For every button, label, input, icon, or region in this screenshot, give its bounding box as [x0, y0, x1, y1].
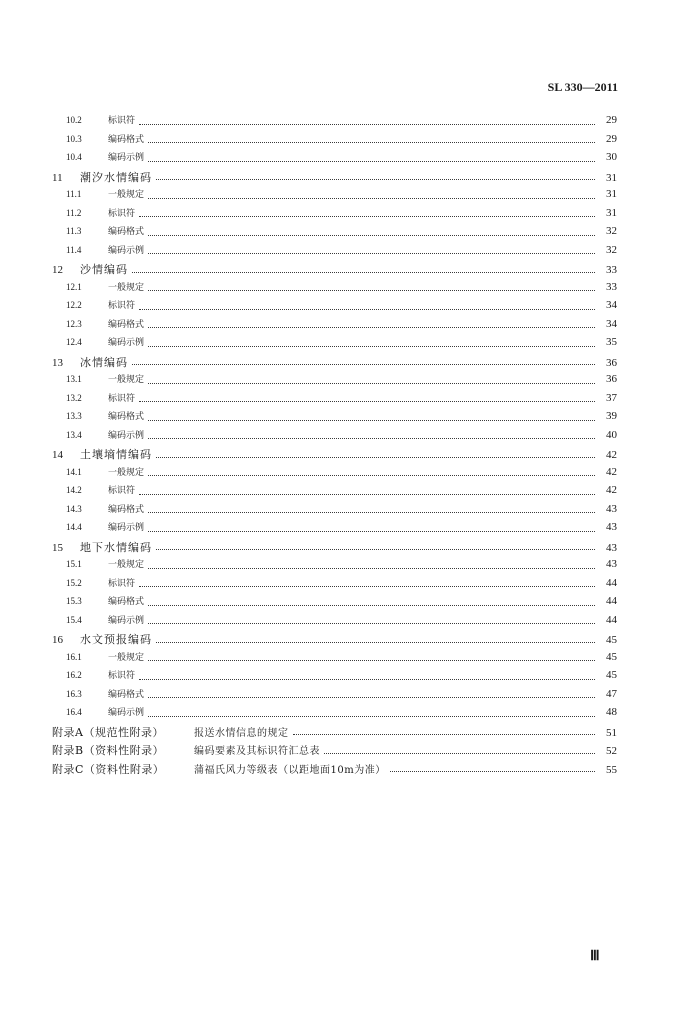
toc-entry-title: 编码示例 [108, 430, 145, 441]
dot-leader [148, 623, 595, 624]
toc-entry-number: 16.3 [66, 688, 82, 699]
toc-entry-number: 11.1 [66, 189, 82, 199]
toc-entry [52, 354, 617, 373]
toc-entry-title: 冰情编码 [80, 355, 128, 369]
document-code-header: SL 330—2011 [547, 80, 618, 94]
toc-entry-number: 16 [52, 634, 63, 646]
toc-entry-number: 13 [52, 356, 63, 369]
toc-entry [52, 428, 617, 447]
dot-leader [148, 253, 595, 254]
toc-entry [52, 113, 617, 132]
toc-entry-page: 37 [606, 391, 617, 404]
toc-entry-title: 蒲福氏风力等级表（以距地面10m为准） [194, 764, 386, 776]
dot-leader [132, 364, 595, 365]
toc-entry [52, 446, 617, 465]
dot-leader [148, 198, 595, 199]
table-of-contents [52, 113, 617, 779]
toc-entry-number: 15.1 [66, 559, 82, 569]
toc-entry-title: 潮汐水情编码 [80, 170, 152, 184]
dot-leader [139, 401, 595, 402]
toc-entry [52, 483, 617, 502]
toc-entry-title: 编码格式 [108, 504, 145, 515]
toc-entry-page: 42 [606, 484, 617, 496]
toc-entry [52, 520, 617, 539]
toc-entry-number: 12.4 [66, 337, 82, 347]
toc-entry-page: 32 [606, 225, 617, 237]
dot-leader [139, 124, 595, 125]
toc-entry-page: 29 [606, 114, 617, 126]
toc-entry-number: 13.1 [66, 374, 82, 384]
toc-entry-number: 附录A（规范性附录） [52, 725, 164, 739]
toc-entry-number: 11.2 [66, 207, 82, 218]
toc-entry [52, 576, 617, 595]
dot-leader [148, 290, 595, 291]
dot-leader [148, 142, 595, 143]
toc-entry-number: 14 [52, 449, 63, 461]
dot-leader [148, 235, 595, 236]
toc-entry-title: 编码示例 [108, 245, 145, 256]
toc-entry-title: 土壤墒情编码 [80, 448, 152, 461]
toc-entry-title: 一般规定 [108, 467, 145, 478]
toc-entry [52, 613, 617, 632]
toc-entry-number: 10.3 [66, 133, 82, 144]
toc-entry-page: 39 [606, 410, 617, 422]
toc-entry-number: 附录B（资料性附录） [52, 744, 165, 757]
toc-entry-number: 15.2 [66, 577, 82, 588]
toc-entry-number: 14.4 [66, 522, 82, 532]
toc-entry-page: 45 [606, 650, 617, 663]
toc-entry-number: 13.3 [66, 411, 82, 421]
toc-entry-page: 43 [606, 502, 617, 515]
toc-entry-number: 10.2 [66, 115, 82, 125]
toc-entry-page: 51 [606, 726, 617, 739]
toc-entry-number: 12.3 [66, 318, 82, 329]
dot-leader [148, 568, 595, 569]
toc-entry-page: 34 [606, 299, 617, 311]
dot-leader [148, 605, 595, 606]
toc-entry-title: 标识符 [108, 578, 136, 589]
toc-entry-number: 14.2 [66, 485, 82, 495]
toc-entry-page: 44 [606, 576, 617, 589]
toc-entry [52, 539, 617, 558]
toc-entry-title: 编码格式 [108, 227, 145, 237]
toc-entry-page: 40 [606, 428, 617, 441]
toc-entry [52, 132, 617, 151]
toc-entry-title: 编码示例 [108, 338, 145, 348]
toc-entry-title: 报送水情信息的规定 [194, 727, 289, 739]
dot-leader [148, 512, 595, 513]
toc-entry-title: 编码示例 [108, 153, 145, 163]
toc-entry-page: 36 [606, 356, 617, 369]
dot-leader [148, 531, 595, 532]
toc-entry [52, 335, 617, 354]
toc-entry [52, 317, 617, 336]
toc-entry-page: 31 [606, 188, 617, 200]
toc-entry-page: 33 [606, 280, 617, 293]
toc-entry-title: 编码格式 [108, 134, 145, 145]
toc-entry-number: 11 [52, 171, 63, 184]
toc-entry-number: 13.4 [66, 429, 82, 440]
toc-entry-page: 31 [606, 171, 617, 184]
toc-entry-page: 42 [606, 465, 617, 478]
toc-entry [52, 594, 617, 613]
toc-entry-page: 45 [606, 669, 617, 681]
toc-entry-title: 编码格式 [108, 689, 145, 700]
toc-entry-title: 标识符 [108, 301, 136, 311]
toc-entry [52, 298, 617, 317]
toc-entry-number: 14.1 [66, 466, 82, 477]
toc-entry-title: 编码要素及其标识符汇总表 [194, 746, 320, 757]
toc-entry-title: 水文预报编码 [80, 633, 152, 646]
dot-leader [324, 753, 595, 754]
toc-entry [52, 761, 617, 780]
toc-entry-number: 15 [52, 541, 63, 554]
toc-entry [52, 150, 617, 169]
dot-leader [139, 309, 595, 310]
dot-leader [148, 420, 595, 421]
dot-leader [148, 716, 595, 717]
toc-entry [52, 206, 617, 225]
dot-leader [139, 586, 595, 587]
toc-entry-title: 编码格式 [108, 319, 145, 330]
dot-leader [139, 216, 595, 217]
toc-entry-number: 12.1 [66, 281, 82, 292]
dot-leader [156, 549, 595, 550]
toc-entry-number: 11.3 [66, 226, 82, 236]
toc-entry-title: 编码格式 [108, 412, 145, 422]
toc-entry [52, 261, 617, 280]
toc-entry [52, 724, 617, 743]
toc-entry-page: 44 [606, 613, 617, 626]
toc-entry [52, 687, 617, 706]
toc-entry-title: 标识符 [108, 116, 136, 126]
toc-entry-page: 43 [606, 541, 617, 554]
toc-entry [52, 705, 617, 724]
toc-entry [52, 391, 617, 410]
toc-entry-page: 48 [606, 706, 617, 718]
toc-entry [52, 224, 617, 243]
toc-entry-page: 42 [606, 449, 617, 461]
toc-entry-title: 地下水情编码 [80, 540, 152, 554]
toc-entry-number: 12 [52, 264, 63, 276]
dot-leader [390, 771, 595, 772]
toc-entry-title: 编码示例 [108, 708, 145, 718]
toc-entry-number: 16.2 [66, 670, 82, 680]
toc-entry-page: 32 [606, 243, 617, 256]
dot-leader [156, 642, 595, 643]
toc-entry [52, 409, 617, 428]
dot-leader [132, 272, 595, 273]
toc-entry-title: 编码示例 [108, 615, 145, 626]
toc-entry [52, 650, 617, 669]
toc-entry-number: 16.4 [66, 707, 82, 717]
toc-entry-title: 一般规定 [108, 282, 145, 293]
toc-entry-title: 一般规定 [108, 375, 145, 385]
toc-entry [52, 187, 617, 206]
toc-entry-number: 15.4 [66, 614, 82, 625]
toc-entry-page: 43 [606, 558, 617, 570]
toc-entry-title: 标识符 [108, 393, 136, 404]
dot-leader [148, 327, 595, 328]
toc-entry [52, 557, 617, 576]
toc-entry [52, 742, 617, 761]
toc-entry [52, 169, 617, 188]
toc-entry-title: 一般规定 [108, 560, 145, 570]
dot-leader [148, 660, 595, 661]
dot-leader [293, 734, 596, 735]
toc-entry-title: 标识符 [108, 208, 136, 219]
dot-leader [148, 161, 595, 162]
toc-entry-page: 47 [606, 687, 617, 700]
dot-leader [148, 383, 595, 384]
toc-entry-title: 一般规定 [108, 652, 145, 663]
toc-entry-page: 55 [606, 763, 617, 776]
toc-entry-page: 43 [606, 521, 617, 533]
toc-entry-page: 29 [606, 132, 617, 145]
toc-entry-number: 11.4 [66, 244, 82, 255]
toc-entry [52, 668, 617, 687]
toc-entry-number: 15.3 [66, 596, 82, 606]
toc-entry-page: 44 [606, 595, 617, 607]
toc-entry [52, 502, 617, 521]
toc-entry-page: 36 [606, 373, 617, 385]
toc-entry-title: 标识符 [108, 486, 136, 496]
toc-entry [52, 631, 617, 650]
toc-entry-number: 14.3 [66, 503, 82, 514]
toc-entry-page: 52 [606, 745, 617, 757]
toc-entry-title: 沙情编码 [80, 263, 128, 276]
page-number: Ⅲ [590, 949, 600, 964]
toc-entry-number: 16.1 [66, 651, 82, 662]
dot-leader [148, 346, 595, 347]
toc-entry-page: 35 [606, 336, 617, 348]
dot-leader [148, 697, 595, 698]
toc-entry [52, 243, 617, 262]
toc-entry [52, 372, 617, 391]
toc-entry [52, 280, 617, 299]
toc-entry [52, 465, 617, 484]
toc-entry-title: 标识符 [108, 671, 136, 681]
toc-entry-title: 一般规定 [108, 190, 145, 200]
toc-entry-page: 45 [606, 634, 617, 646]
dot-leader [156, 179, 595, 180]
toc-entry-page: 30 [606, 151, 617, 163]
toc-entry-number: 附录C（资料性附录） [52, 762, 165, 776]
toc-entry-page: 34 [606, 317, 617, 330]
dot-leader [139, 494, 595, 495]
toc-entry-number: 13.2 [66, 392, 82, 403]
toc-entry-page: 33 [606, 264, 617, 276]
toc-entry-number: 10.4 [66, 152, 82, 162]
dot-leader [139, 679, 595, 680]
dot-leader [156, 457, 595, 458]
dot-leader [148, 438, 595, 439]
toc-entry-page: 31 [606, 206, 617, 219]
toc-entry-number: 12.2 [66, 300, 82, 310]
toc-entry-title: 编码示例 [108, 523, 145, 533]
toc-entry-title: 编码格式 [108, 597, 145, 607]
dot-leader [148, 475, 595, 476]
